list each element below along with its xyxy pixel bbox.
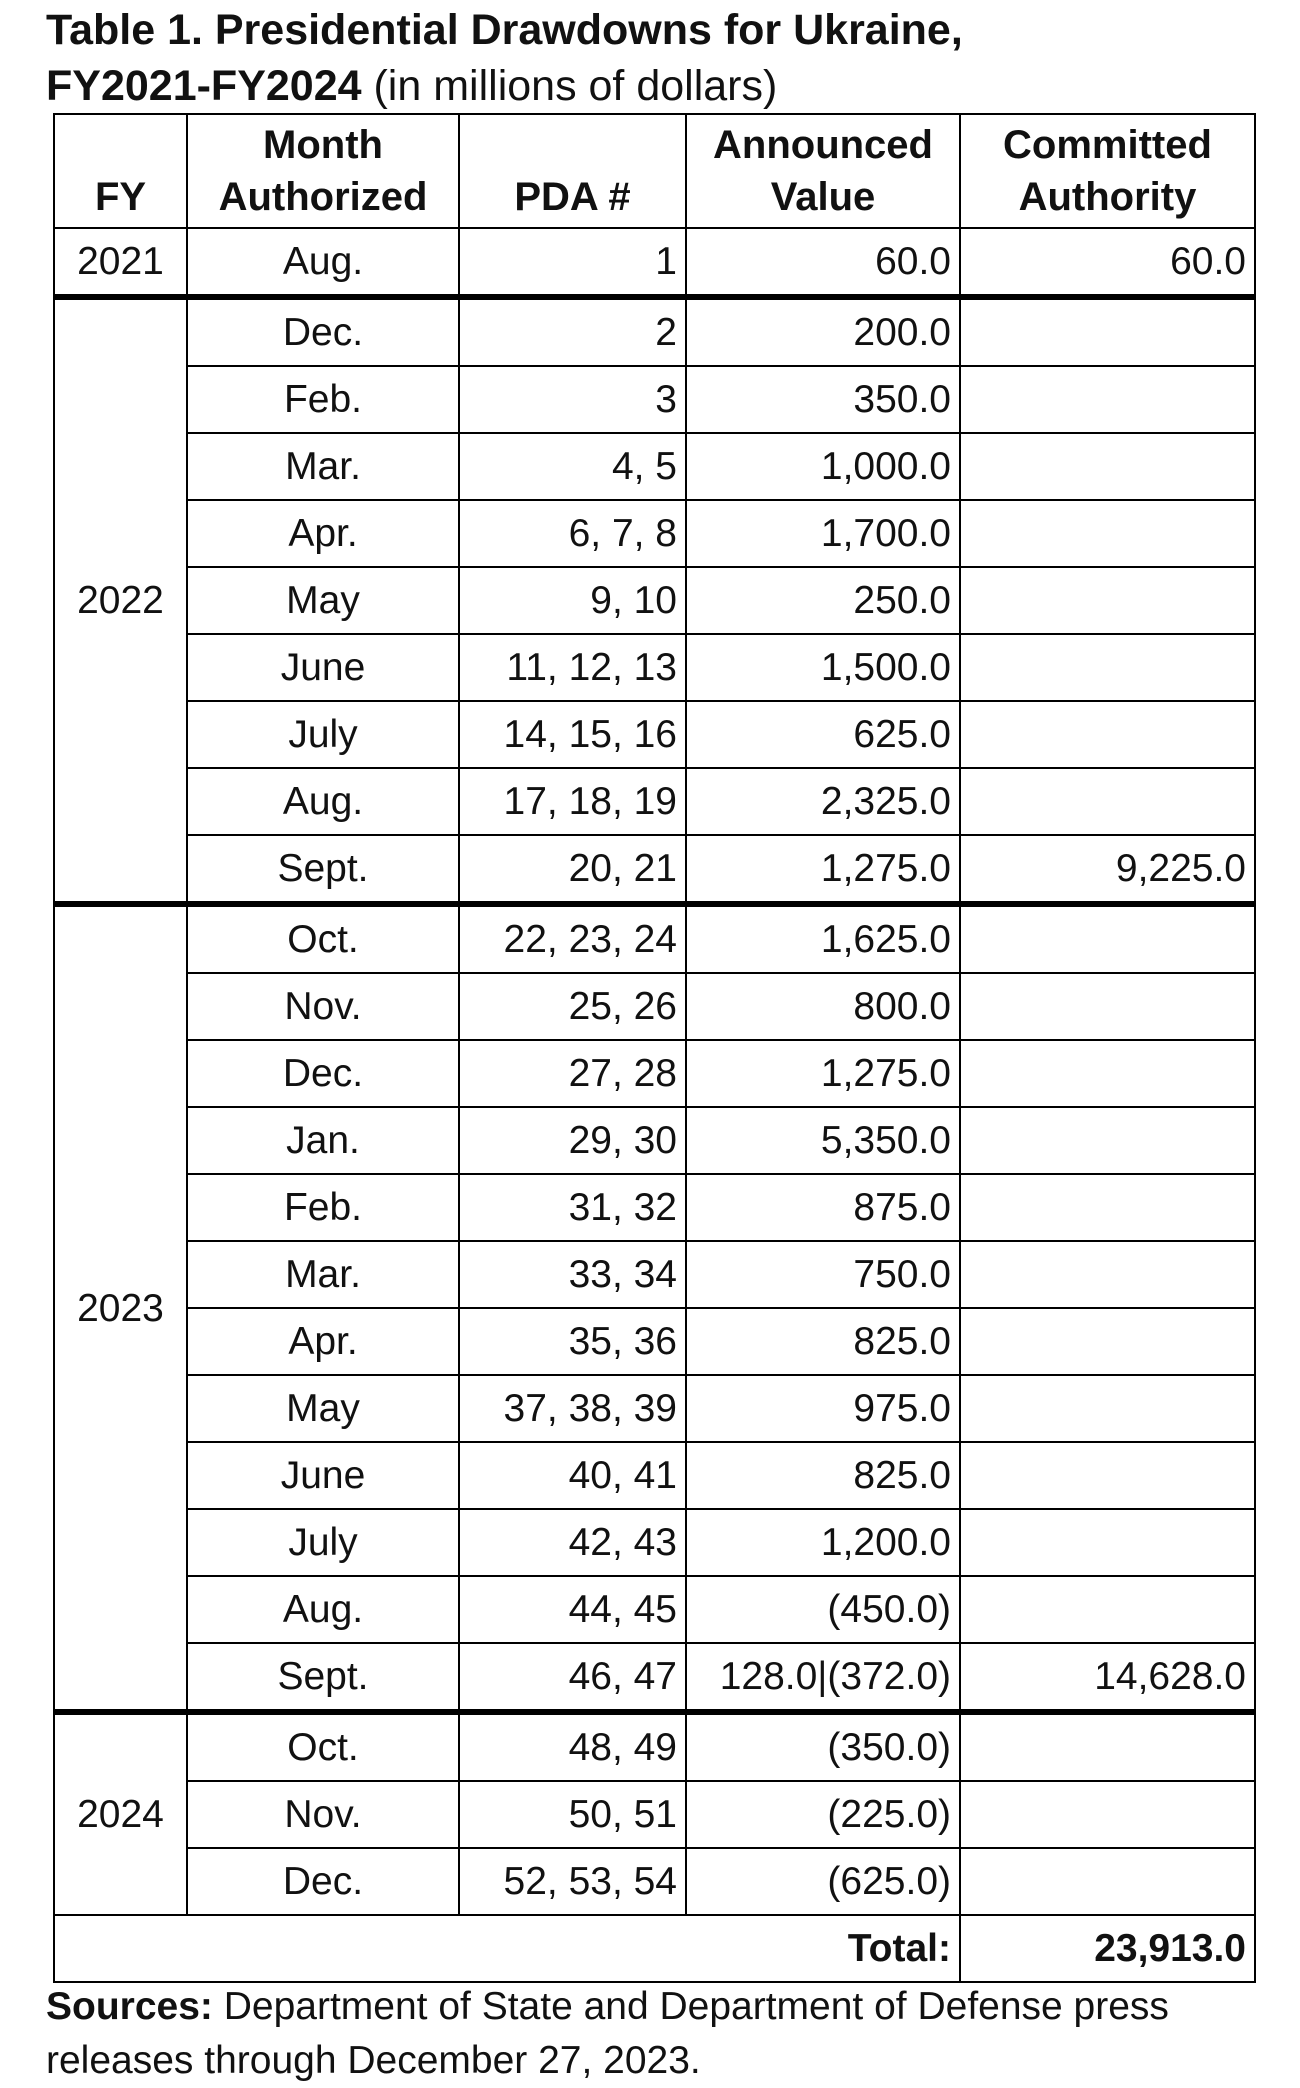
month-cell: June: [187, 1442, 459, 1509]
pda-number-cell: 11, 12, 13: [459, 634, 686, 701]
table-row: [54, 634, 1255, 701]
committed-authority-cell: [960, 1848, 1255, 1915]
committed-authority-cell: [960, 634, 1255, 701]
announced-value-cell: 625.0: [686, 701, 960, 768]
announced-value-cell: 975.0: [686, 1375, 960, 1442]
pda-number-cell: 29, 30: [459, 1107, 686, 1174]
month-cell: Dec.: [187, 297, 459, 366]
committed-authority-cell: 14,628.0: [960, 1643, 1255, 1712]
month-cell: Nov.: [187, 973, 459, 1040]
header-fy: FY: [54, 114, 187, 228]
committed-authority-cell: [960, 1712, 1255, 1781]
pda-number-cell: 50, 51: [459, 1781, 686, 1848]
month-cell: Jan.: [187, 1107, 459, 1174]
announced-value-cell: 1,625.0: [686, 904, 960, 973]
committed-authority-cell: [960, 1040, 1255, 1107]
committed-authority-cell: [960, 1442, 1255, 1509]
header-row: [54, 114, 1255, 228]
announced-value-cell: (450.0): [686, 1576, 960, 1643]
committed-authority-cell: [960, 973, 1255, 1040]
table-row: [54, 1241, 1255, 1308]
table-row: [54, 1576, 1255, 1643]
month-cell: Oct.: [187, 1712, 459, 1781]
total-label: Total:: [54, 1915, 960, 1982]
month-cell: Apr.: [187, 1308, 459, 1375]
announced-value-cell: (625.0): [686, 1848, 960, 1915]
title-fy-range: FY2021-FY2024: [46, 62, 362, 110]
sources-text: Department of State and Department of Defense press releases through December 27, 2023.: [46, 1985, 1169, 2082]
announced-value-cell: 1,500.0: [686, 634, 960, 701]
committed-authority-cell: [960, 1174, 1255, 1241]
table-row: [54, 1107, 1255, 1174]
committed-authority-cell: [960, 1576, 1255, 1643]
month-cell: Dec.: [187, 1040, 459, 1107]
table-title: [46, 2, 1266, 114]
month-cell: July: [187, 1509, 459, 1576]
announced-value-cell: 750.0: [686, 1241, 960, 1308]
table-body: [54, 228, 1255, 1915]
table-row: [54, 973, 1255, 1040]
table-row: [54, 1040, 1255, 1107]
table-row: [54, 366, 1255, 433]
pda-number-cell: 31, 32: [459, 1174, 686, 1241]
pda-number-cell: 9, 10: [459, 567, 686, 634]
announced-value-cell: 2,325.0: [686, 768, 960, 835]
committed-authority-cell: [960, 1781, 1255, 1848]
fiscal-year-cell: 2023: [54, 904, 187, 1712]
table-row: [54, 1174, 1255, 1241]
month-cell: Oct.: [187, 904, 459, 973]
month-cell: Aug.: [187, 768, 459, 835]
table-row: [54, 1375, 1255, 1442]
table-row: [54, 567, 1255, 634]
table-row: [54, 1308, 1255, 1375]
month-cell: July: [187, 701, 459, 768]
table-row: [54, 835, 1255, 904]
pda-number-cell: 6, 7, 8: [459, 500, 686, 567]
committed-authority-cell: 9,225.0: [960, 835, 1255, 904]
month-cell: Feb.: [187, 1174, 459, 1241]
announced-value-cell: 1,275.0: [686, 1040, 960, 1107]
announced-value-cell: 1,000.0: [686, 433, 960, 500]
committed-authority-cell: [960, 1308, 1255, 1375]
table-row: [54, 1712, 1255, 1781]
announced-value-cell: 5,350.0: [686, 1107, 960, 1174]
pda-number-cell: 14, 15, 16: [459, 701, 686, 768]
month-cell: Aug.: [187, 1576, 459, 1643]
table-row: [54, 1509, 1255, 1576]
month-cell: June: [187, 634, 459, 701]
month-cell: Apr.: [187, 500, 459, 567]
committed-authority-cell: [960, 366, 1255, 433]
announced-value-cell: 60.0: [686, 228, 960, 297]
total-row: [54, 1915, 1255, 1982]
announced-value-cell: 825.0: [686, 1308, 960, 1375]
month-cell: Feb.: [187, 366, 459, 433]
table-row: [54, 1781, 1255, 1848]
announced-value-cell: 1,200.0: [686, 1509, 960, 1576]
header-month-authorized: Month Authorized: [187, 114, 459, 228]
pda-number-cell: 4, 5: [459, 433, 686, 500]
announced-value-cell: 875.0: [686, 1174, 960, 1241]
header-committed-authority: Committed Authority: [960, 114, 1255, 228]
month-cell: Mar.: [187, 433, 459, 500]
month-cell: Aug.: [187, 228, 459, 297]
pda-number-cell: 35, 36: [459, 1308, 686, 1375]
committed-authority-cell: [960, 904, 1255, 973]
table-row: [54, 1643, 1255, 1712]
announced-value-cell: 128.0|(372.0): [686, 1643, 960, 1712]
sources-label: Sources:: [46, 1985, 213, 2028]
committed-authority-cell: 60.0: [960, 228, 1255, 297]
drawdowns-table: [53, 113, 1256, 1983]
month-cell: Nov.: [187, 1781, 459, 1848]
pda-number-cell: 2: [459, 297, 686, 366]
table-row: [54, 433, 1255, 500]
pda-number-cell: 48, 49: [459, 1712, 686, 1781]
pda-number-cell: 44, 45: [459, 1576, 686, 1643]
announced-value-cell: 350.0: [686, 366, 960, 433]
table-row: [54, 768, 1255, 835]
month-cell: Mar.: [187, 1241, 459, 1308]
announced-value-cell: 825.0: [686, 1442, 960, 1509]
announced-value-cell: 1,700.0: [686, 500, 960, 567]
table-row: [54, 1848, 1255, 1915]
committed-authority-cell: [960, 1509, 1255, 1576]
committed-authority-cell: [960, 1107, 1255, 1174]
pda-number-cell: 3: [459, 366, 686, 433]
total-value: 23,913.0: [960, 1915, 1255, 1982]
announced-value-cell: 200.0: [686, 297, 960, 366]
header-announced-value: Announced Value: [686, 114, 960, 228]
pda-number-cell: 46, 47: [459, 1643, 686, 1712]
header-pda-number: PDA #: [459, 114, 686, 228]
fiscal-year-cell: 2021: [54, 228, 187, 297]
month-cell: May: [187, 1375, 459, 1442]
committed-authority-cell: [960, 1375, 1255, 1442]
committed-authority-cell: [960, 567, 1255, 634]
pda-number-cell: 22, 23, 24: [459, 904, 686, 973]
pda-number-cell: 17, 18, 19: [459, 768, 686, 835]
pda-number-cell: 40, 41: [459, 1442, 686, 1509]
month-cell: Dec.: [187, 1848, 459, 1915]
committed-authority-cell: [960, 701, 1255, 768]
committed-authority-cell: [960, 768, 1255, 835]
fiscal-year-cell: 2024: [54, 1712, 187, 1915]
table-row: [54, 228, 1255, 297]
pda-number-cell: 1: [459, 228, 686, 297]
announced-value-cell: 250.0: [686, 567, 960, 634]
sources-note: [46, 1980, 1266, 2088]
pda-number-cell: 20, 21: [459, 835, 686, 904]
committed-authority-cell: [960, 500, 1255, 567]
committed-authority-cell: [960, 1241, 1255, 1308]
title-line-1: Table 1. Presidential Drawdowns for Ukraine,: [46, 6, 963, 54]
announced-value-cell: 1,275.0: [686, 835, 960, 904]
month-cell: May: [187, 567, 459, 634]
committed-authority-cell: [960, 297, 1255, 366]
pda-number-cell: 25, 26: [459, 973, 686, 1040]
table-row: [54, 701, 1255, 768]
pda-number-cell: 33, 34: [459, 1241, 686, 1308]
pda-number-cell: 42, 43: [459, 1509, 686, 1576]
table-row: [54, 500, 1255, 567]
pda-number-cell: 52, 53, 54: [459, 1848, 686, 1915]
month-cell: Sept.: [187, 835, 459, 904]
pda-number-cell: 27, 28: [459, 1040, 686, 1107]
month-cell: Sept.: [187, 1643, 459, 1712]
fiscal-year-cell: 2022: [54, 297, 187, 904]
pda-number-cell: 37, 38, 39: [459, 1375, 686, 1442]
table-row: [54, 297, 1255, 366]
announced-value-cell: (225.0): [686, 1781, 960, 1848]
announced-value-cell: (350.0): [686, 1712, 960, 1781]
table-row: [54, 1442, 1255, 1509]
committed-authority-cell: [960, 433, 1255, 500]
table-row: [54, 904, 1255, 973]
title-units: (in millions of dollars): [361, 62, 778, 110]
announced-value-cell: 800.0: [686, 973, 960, 1040]
